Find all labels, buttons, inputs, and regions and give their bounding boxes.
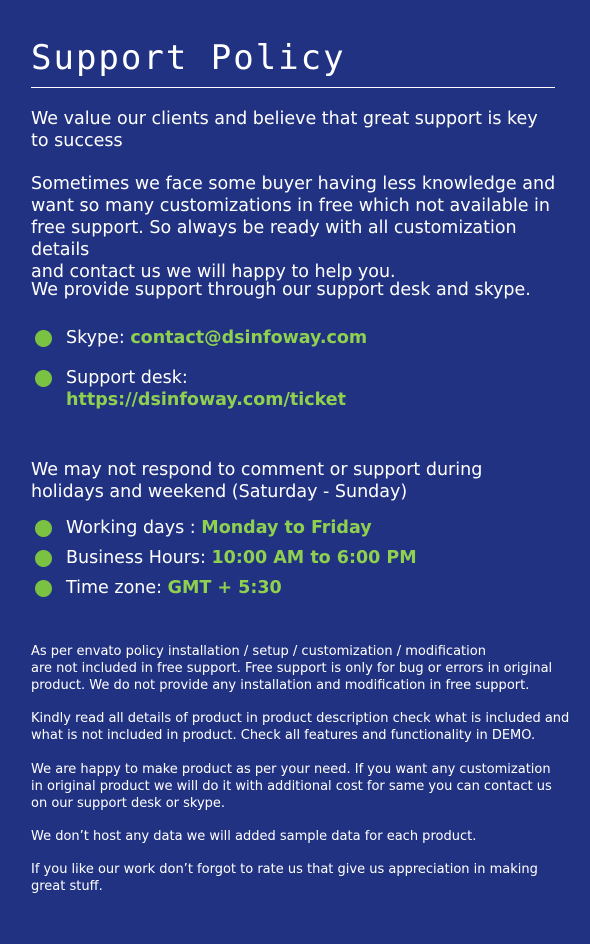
support-desk-link[interactable]: https://dsinfoway.com/ticket [66,390,346,410]
custom-work-line-1: We are happy to make product as per your need. If you want any customization [31,762,551,777]
support-channels-paragraph: We provide support through our support desk and skype. [31,280,531,300]
details-line-1: Kindly read all details of product in product description check what is included and [31,711,570,726]
bullet-icon [35,550,52,567]
envato-line-1: As per envato policy installation / setup / customization / modification [31,644,486,659]
bullet-icon [35,580,52,597]
schedule-item-business-hours [33,547,417,569]
schedule-item-time-zone [33,577,417,599]
customization-line-1: Sometimes we face some buyer having less knowledge and [31,174,556,194]
envato-policy-note [31,643,576,694]
rating-line-2: great stuff. [31,879,103,894]
rating-note [31,861,576,895]
business-hours-value: 10:00 AM to 6:00 PM [211,548,417,568]
page-title: Support Policy [31,38,346,78]
intro-line-1: We value our clients and believe that great support is key [31,109,538,129]
contact-item-support-desk [33,367,367,411]
working-days-value: Monday to Friday [201,518,372,538]
envato-line-2: are not included in free support. Free support is only for bug or errors in original [31,661,553,676]
contact-item-skype [33,327,367,349]
skype-link[interactable]: contact@dsinfoway.com [130,328,368,348]
holidays-paragraph [31,459,482,503]
custom-work-line-3: on our support desk or skype. [31,796,226,811]
customization-line-3: free support. So always be ready with all customization details [31,218,517,260]
time-zone-label: Time zone: [66,578,168,598]
product-details-note [31,710,576,744]
bullet-icon [35,370,52,387]
holidays-line-2: holidays and weekend (Saturday - Sunday) [31,482,408,502]
custom-work-note [31,761,576,812]
contact-list [33,327,367,411]
customization-paragraph [31,173,576,283]
holidays-line-1: We may not respond to comment or support during [31,460,483,480]
schedule-item-working-days [33,517,417,539]
skype-label: Skype: [66,328,131,348]
schedule-list [33,517,417,599]
support-desk-label: Support desk: [66,368,188,388]
working-days-label: Working days : [66,518,202,538]
customization-line-4: and contact us we will happy to help you. [31,262,396,282]
customization-line-2: want so many customizations in free which not available in [31,196,550,216]
intro-line-2: to success [31,131,123,151]
time-zone-value: GMT + 5:30 [167,578,282,598]
envato-line-3: product. We do not provide any installation and modification in free support. [31,678,530,693]
bullet-icon [35,330,52,347]
intro-paragraph [31,108,538,152]
details-line-2: what is not included in product. Check all features and functionality in DEMO. [31,728,536,743]
hosting-note: We don’t host any data we will added sample data for each product. [31,829,477,844]
custom-work-line-2: in original product we will do it with additional cost for same you can contact us [31,779,552,794]
rating-line-1: If you like our work don’t forgot to rate us that give us appreciation in making [31,862,538,877]
business-hours-label: Business Hours: [66,548,212,568]
title-divider [31,87,555,88]
bullet-icon [35,520,52,537]
